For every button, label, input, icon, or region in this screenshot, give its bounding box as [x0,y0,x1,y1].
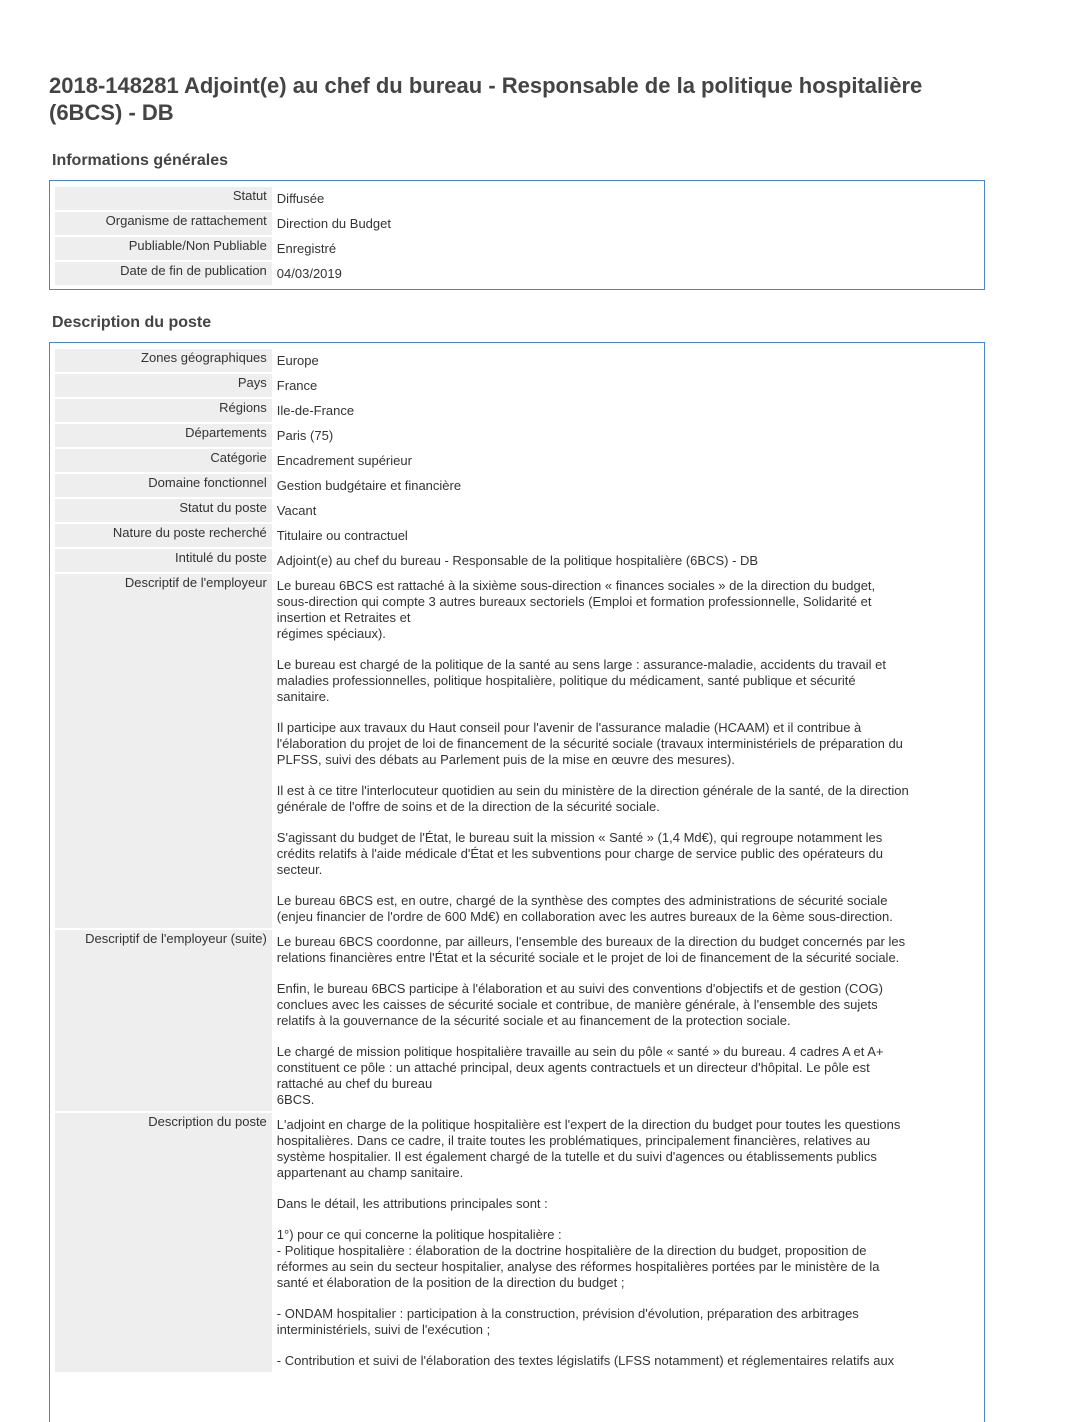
field-label: Zones géographiques [55,349,272,372]
page-title: 2018-148281 Adjoint(e) au chef du bureau - Responsable de la politique hospitalière (6BCS) - DB [49,73,923,125]
field-label: Départements [55,424,272,447]
general-info-panel [49,180,985,290]
field-value: France [276,378,318,393]
field-label: Statut du poste [55,499,272,522]
paragraph: Enfin, le bureau 6BCS participe à l'élaboration et au suivi des conventions d'objectifs et de gestion (COG) conclues avec les caisses de sécurité sociale et contribue, de manière générale, à l'ensemble des sujets relatifs à la gouvernance de la sécurité sociale et au financement de la protection sociale. [276,981,883,1028]
field-value: Vacant [276,503,317,518]
paragraph: 1°) pour ce qui concerne la politique hospitalière : - Politique hospitalière : élaboration de la doctrine hospitalière de la direction du budget, proposition de réformes au sein du secteur hospitalier, analyse des réformes hospitalières portées par le ministère de la santé et élaboration de la position de la direction du budget ; [276,1227,880,1290]
field-row-regions [55,399,981,422]
field-row-descriptif-de-l-employeur-suite [55,930,981,1111]
field-value: Ile-de-France [276,403,355,418]
field-value: Encadrement supérieur [276,453,412,468]
paragraph: Le chargé de mission politique hospitalière travaille au sein du pôle « santé » du bureau. 4 cadres A et A+ constituent ce pôle : un attaché principal, deux agents contractuels et un directeur d'hôpital. Le pôle est rattaché au chef du bureau 6BCS. [276,1044,884,1107]
field-row-departements [55,424,981,447]
field-value [275,930,981,1111]
paragraph: - Contribution et suivi de l'élaboration des textes législatifs (LFSS notamment) et réglementaires relatifs aux [276,1353,895,1368]
field-label: Date de fin de publication [55,262,272,285]
section-heading-description: Description du poste [52,314,212,331]
field-value: Adjoint(e) au chef du bureau - Responsable de la politique hospitalière (6BCS) - DB [276,553,759,568]
field-row-pays [55,374,981,397]
field-value [275,1113,981,1372]
field-label: Domaine fonctionnel [55,474,272,497]
field-row-statut [55,187,981,210]
paragraph: Le bureau 6BCS est rattaché à la sixième sous-direction « finances sociales » de la direction du budget, sous-direction qui compte 3 autres bureaux sectoriels (Emploi et formation professionnelle, Solidarité et insertion et Retraites et régimes spéciaux). [276,578,876,641]
paragraph: Le bureau est chargé de la politique de la santé au sens large : assurance-maladie, accidents du travail et maladies professionnelles, politique hospitalière, politique du médicament, santé publique et sécurité sanitaire. [276,657,887,704]
field-row-domaine-fonctionnel [55,474,981,497]
field-label: Catégorie [55,449,272,472]
paragraph: Dans le détail, les attributions principales sont : [276,1196,548,1211]
field-row-nature-du-poste-recherche [55,524,981,547]
field-label: Descriptif de l'employeur (suite) [55,930,272,1111]
field-row-statut-du-poste [55,499,981,522]
field-label: Publiable/Non Publiable [55,237,272,260]
general-info-table [52,185,984,287]
field-value: Enregistré [276,241,337,256]
section-heading-general: Informations générales [52,152,229,169]
field-value: 04/03/2019 [276,266,342,281]
field-label: Organisme de rattachement [55,212,272,235]
field-value [275,574,981,928]
field-label: Régions [55,399,272,422]
field-value: Direction du Budget [276,216,391,231]
field-row-description-du-poste [55,1113,981,1372]
paragraph: Le bureau 6BCS est, en outre, chargé de la synthèse des comptes des administrations de sécurité sociale (enjeu financier de l'ordre de 600 Md€) en collaboration avec les autres bureaux de la 6ème sous-direction. [276,893,893,924]
paragraph: Il participe aux travaux du Haut conseil pour l'avenir de l'assurance maladie (HCAAM) et il contribue à l'élaboration du projet de loi de financement de la sécurité sociale (travaux interministériels de préparation du PLFSS, suivi des débats au Parlement puis de la mise en œuvre des mesures). [276,720,903,767]
field-label: Pays [55,374,272,397]
field-row-descriptif-de-l-employeur [55,574,981,928]
field-value: Paris (75) [276,428,334,443]
paragraph: L'adjoint en charge de la politique hospitalière est l'expert de la direction du budget pour toutes les questions hospitalières. Dans ce cadre, il traite toutes les problématiques, principalement financières, relatives au système hospitalier. Il est également chargé de la tutelle et du suivi d'agences ou établissements publics appartenant au champ sanitaire. [276,1117,901,1180]
field-value: Gestion budgétaire et financière [276,478,462,493]
field-row-date-de-fin-de-publication [55,262,981,285]
paragraph: Le bureau 6BCS coordonne, par ailleurs, l'ensemble des bureaux de la direction du budget concernés par les relations financières entre l'État et la sécurité sociale et le projet de loi de financement de la sécurité sociale. [276,934,906,965]
field-row-zones-geographiques [55,349,981,372]
field-label: Description du poste [55,1113,272,1372]
field-value: Diffusée [276,191,325,206]
field-label: Nature du poste recherché [55,524,272,547]
field-value: Europe [276,353,319,368]
field-row-organisme-de-rattachement [55,212,981,235]
paragraph: Il est à ce titre l'interlocuteur quotidien au sein du ministère de la direction générale de la santé, de la direction générale de l'offre de soins et de la direction de la sécurité sociale. [276,783,909,814]
field-label: Statut [55,187,272,210]
paragraph: S'agissant du budget de l'État, le bureau suit la mission « Santé » (1,4 Md€), qui regroupe notamment les crédits relatifs à l'aide médicale d'État et les subventions pour charge de service public des opérateurs du secteur. [276,830,883,877]
paragraph: - ONDAM hospitalier : participation à la construction, prévision d'évolution, préparation des arbitrages interministériels, suivi de l'exécution ; [276,1306,859,1337]
field-row-publiable-non-publiable [55,237,981,260]
field-label: Intitulé du poste [55,549,272,572]
description-panel [49,342,985,1422]
field-row-intitule-du-poste [55,549,981,572]
field-value: Titulaire ou contractuel [276,528,408,543]
field-label: Descriptif de l'employeur [55,574,272,928]
field-row-categorie [55,449,981,472]
description-table [52,347,984,1374]
